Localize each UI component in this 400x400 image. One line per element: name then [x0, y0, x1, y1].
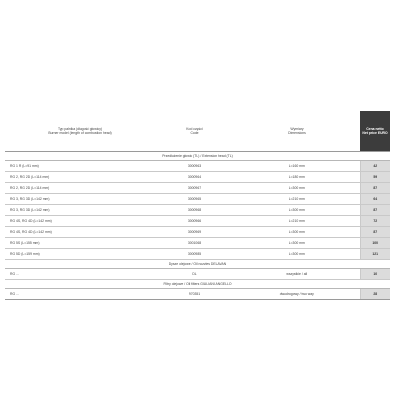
dimension-cell: L=210 mm: [234, 194, 360, 205]
price-cell: 64: [360, 194, 390, 205]
code-cell: 970351: [155, 289, 234, 300]
header-price-en: Net price EURO: [362, 131, 388, 135]
header-code-en: Code: [190, 131, 199, 135]
price-cell: 87: [360, 227, 390, 238]
code-cell: DL: [155, 269, 234, 280]
price-cell: 28: [360, 289, 390, 300]
dimension-cell: L=300 mm: [234, 249, 360, 260]
table-row: [5, 227, 390, 238]
code-cell: 3000967: [155, 183, 234, 194]
table-row: [5, 194, 390, 205]
code-cell: 3000969: [155, 227, 234, 238]
header-burner-model-pl: Typ palnika (długość głowicy): [57, 126, 103, 131]
header-burner-model: [5, 111, 155, 152]
header-code: [155, 111, 234, 152]
code-cell: 3000968: [155, 205, 234, 216]
dimension-cell: L=300 mm: [234, 238, 360, 249]
header-price: [360, 111, 390, 152]
table-row: [5, 238, 390, 249]
table-row: [5, 172, 390, 183]
header-dimensions: [234, 111, 360, 152]
code-cell: 3000964: [155, 172, 234, 183]
table-header-row: [5, 111, 390, 152]
table-row: [5, 289, 390, 300]
dimension-cell: L=210 mm: [234, 216, 360, 227]
section-title: Przedłużenie głowic (TL) / Extension head (TL): [5, 152, 390, 161]
model-cell: RG 4S, RG 4D (L=142 mm): [5, 216, 155, 227]
section-title: Dysze olejowe / Oil nozzles DELAVAN: [5, 260, 390, 269]
dimension-cell: wszystkie / all: [234, 269, 360, 280]
header-dimensions-en: Dimensions: [288, 131, 306, 135]
price-cell: 121: [360, 249, 390, 260]
table-row: [5, 269, 390, 280]
section-header-row: [5, 280, 390, 289]
code-cell: 3001068: [155, 238, 234, 249]
section-header-row: [5, 260, 390, 269]
section-title: Filtry olejowe / Oil filters GIULIANI ANGELLO: [5, 280, 390, 289]
table-row: [5, 161, 390, 172]
price-cell: 87: [360, 183, 390, 194]
price-table: [5, 111, 390, 300]
dimension-cell: L=300 mm: [234, 227, 360, 238]
dimension-cell: dwudrogowy / two way: [234, 289, 360, 300]
model-cell: RG 5D (L=159 mm): [5, 249, 155, 260]
dimension-cell: L=180 mm: [234, 172, 360, 183]
table-body: [5, 152, 390, 300]
price-cell: 87: [360, 205, 390, 216]
model-cell: RG ...: [5, 269, 155, 280]
header-code-pl: Kod części: [186, 126, 203, 131]
price-cell: 100: [360, 238, 390, 249]
dimension-cell: L=300 mm: [234, 205, 360, 216]
dimension-cell: L=160 mm: [234, 161, 360, 172]
model-cell: RG 5S (L=155 mm): [5, 238, 155, 249]
price-cell: 59: [360, 172, 390, 183]
header-price-pl: Cena netto: [366, 126, 384, 131]
table-row: [5, 205, 390, 216]
model-cell: RG 2, RG 2D (L=114 mm): [5, 172, 155, 183]
header-dimensions-pl: Wymiary: [290, 126, 304, 131]
code-cell: 3000965: [155, 194, 234, 205]
price-cell: 42: [360, 161, 390, 172]
model-cell: RG 2, RG 2D (L=114 mm): [5, 183, 155, 194]
section-header-row: [5, 152, 390, 161]
model-cell: RG 3, RG 3D (L=142 mm): [5, 194, 155, 205]
code-cell: 3000985: [155, 249, 234, 260]
header-burner-model-en: Burner model (length of combustion head): [48, 131, 112, 135]
dimension-cell: L=300 mm: [234, 183, 360, 194]
code-cell: 3000963: [155, 161, 234, 172]
table-row: [5, 216, 390, 227]
model-cell: RG ...: [5, 289, 155, 300]
price-cell: 72: [360, 216, 390, 227]
model-cell: RG 3, RG 3D (L=142 mm): [5, 205, 155, 216]
model-cell: RG 4S, RG 4D (L=142 mm): [5, 227, 155, 238]
model-cell: RG 1 R (L=91 mm): [5, 161, 155, 172]
code-cell: 3000966: [155, 216, 234, 227]
table-row: [5, 183, 390, 194]
table-row: [5, 249, 390, 260]
price-cell: 10: [360, 269, 390, 280]
